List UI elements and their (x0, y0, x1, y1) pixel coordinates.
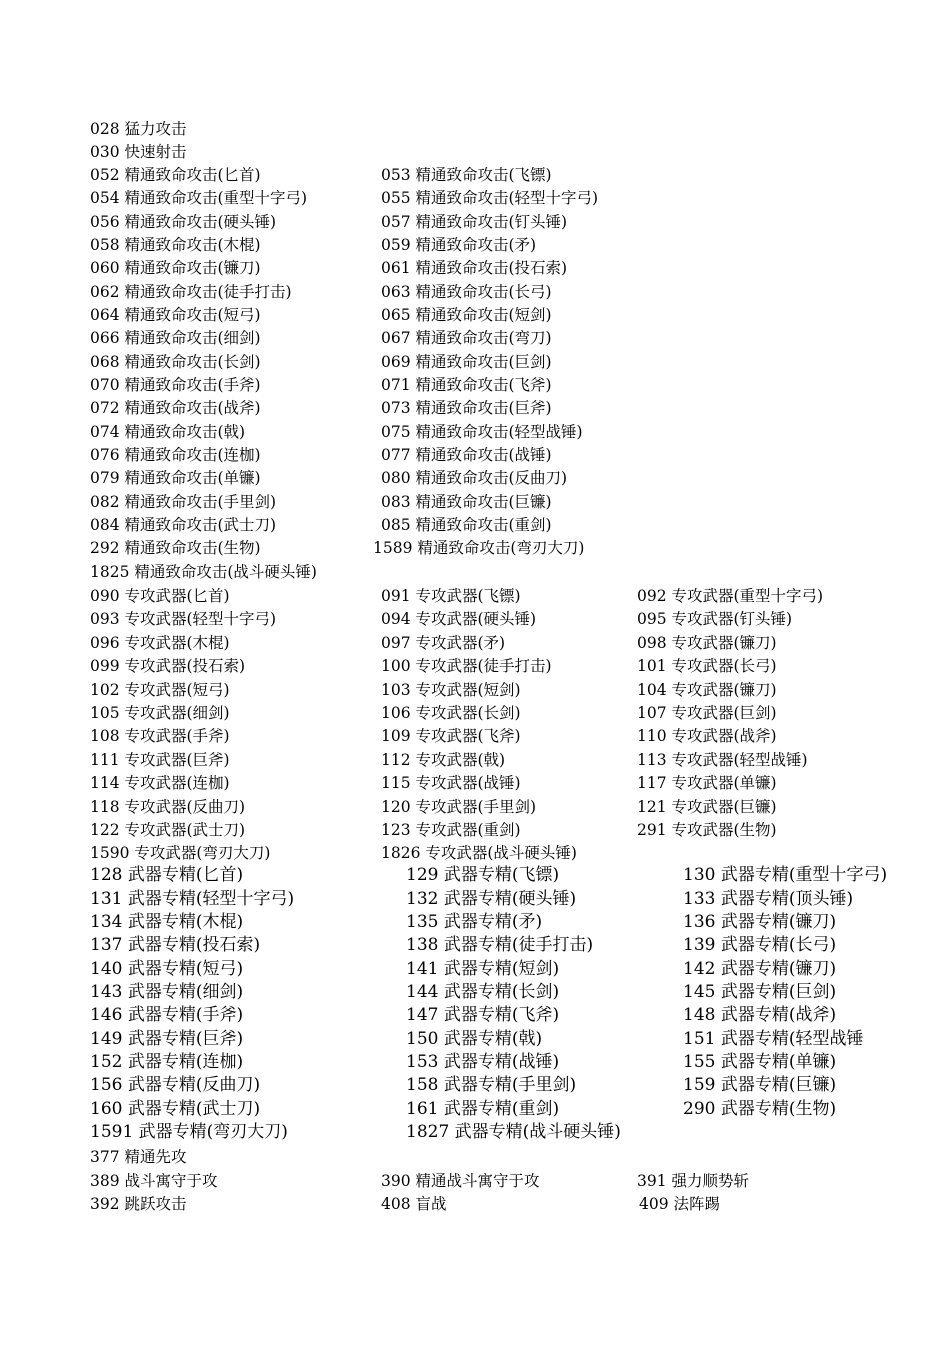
list-item: 155 武器专精(单镰) (683, 1052, 837, 1072)
list-item: 058 精通致命攻击(木棍) (90, 236, 261, 254)
list-item: 054 精通致命攻击(重型十字弓) (90, 189, 308, 207)
list-item: 101 专攻武器(长弓) (637, 657, 777, 675)
list-item: 110 专攻武器(战斧) (637, 727, 777, 745)
list-item: 057 精通致命攻击(钉头锤) (381, 213, 568, 231)
list-item: 391 强力顺势斩 (637, 1172, 750, 1190)
list-item: 103 专攻武器(短剑) (381, 681, 521, 699)
list-item: 144 武器专精(长剑) (406, 982, 560, 1002)
list-item: 028 猛力攻击 (90, 120, 187, 138)
list-item: 085 精通致命攻击(重剑) (381, 516, 552, 534)
list-item: 123 专攻武器(重剑) (381, 821, 521, 839)
list-item: 291 专攻武器(生物) (637, 821, 777, 839)
list-item: 134 武器专精(木棍) (90, 912, 244, 932)
list-item: 055 精通致命攻击(轻型十字弓) (381, 189, 599, 207)
list-item: 095 专攻武器(钉头锤) (637, 610, 793, 628)
list-item: 392 跳跃攻击 (90, 1195, 187, 1213)
list-item: 145 武器专精(巨剑) (683, 982, 837, 1002)
list-item: 069 精通致命攻击(巨剑) (381, 353, 552, 371)
list-item: 073 精通致命攻击(巨斧) (381, 399, 552, 417)
list-item: 146 武器专精(手斧) (90, 1005, 244, 1025)
list-item: 084 精通致命攻击(武士刀) (90, 516, 277, 534)
list-item: 118 专攻武器(反曲刀) (90, 798, 246, 816)
list-item: 128 武器专精(匕首) (90, 865, 244, 885)
list-item: 062 精通致命攻击(徒手打击) (90, 283, 292, 301)
list-item: 290 武器专精(生物) (683, 1099, 837, 1119)
list-item: 108 专攻武器(手斧) (90, 727, 230, 745)
list-item: 075 精通致命攻击(轻型战锤) (381, 423, 583, 441)
list-item: 074 精通致命攻击(戟) (90, 423, 246, 441)
list-item: 079 精通致命攻击(单镰) (90, 469, 261, 487)
list-item: 409 法阵踢 (639, 1195, 721, 1213)
list-item: 059 精通致命攻击(矛) (381, 236, 537, 254)
list-item: 099 专攻武器(投石索) (90, 657, 246, 675)
list-item: 060 精通致命攻击(镰刀) (90, 259, 261, 277)
list-item: 114 专攻武器(连枷) (90, 774, 230, 792)
list-item: 149 武器专精(巨斧) (90, 1029, 244, 1049)
list-item: 115 专攻武器(战锤) (381, 774, 521, 792)
list-item: 096 专攻武器(木棍) (90, 634, 230, 652)
list-item: 104 专攻武器(镰刀) (637, 681, 777, 699)
list-item: 056 精通致命攻击(硬头锤) (90, 213, 277, 231)
list-item: 107 专攻武器(巨剑) (637, 704, 777, 722)
list-item: 131 武器专精(轻型十字弓) (90, 889, 295, 909)
list-item: 150 武器专精(戟) (406, 1029, 543, 1049)
list-item: 063 精通致命攻击(长弓) (381, 283, 552, 301)
list-item: 377 精通先攻 (90, 1148, 187, 1166)
list-item: 158 武器专精(手里剑) (406, 1075, 577, 1095)
list-item: 389 战斗寓守于攻 (90, 1172, 218, 1190)
list-item: 129 武器专精(飞镖) (406, 865, 560, 885)
list-item: 160 武器专精(武士刀) (90, 1099, 261, 1119)
list-item: 1826 专攻武器(战斗硬头锤) (381, 844, 577, 862)
list-item: 408 盲战 (381, 1195, 447, 1213)
list-item: 130 武器专精(重型十字弓) (683, 865, 888, 885)
list-item: 292 精通致命攻击(生物) (90, 539, 261, 557)
list-item: 109 专攻武器(飞斧) (381, 727, 521, 745)
list-item: 141 武器专精(短剑) (406, 959, 560, 979)
list-item: 061 精通致命攻击(投石索) (381, 259, 568, 277)
list-item: 082 精通致命攻击(手里剑) (90, 493, 277, 511)
list-item: 102 专攻武器(短弓) (90, 681, 230, 699)
list-item: 093 专攻武器(轻型十字弓) (90, 610, 277, 628)
list-item: 052 精通致命攻击(匕首) (90, 166, 261, 184)
list-item: 139 武器专精(长弓) (683, 935, 837, 955)
list-item: 072 精通致命攻击(战斧) (90, 399, 261, 417)
list-item: 077 精通致命攻击(战锤) (381, 446, 552, 464)
list-item: 1590 专攻武器(弯刃大刀) (90, 844, 271, 862)
list-item: 390 精通战斗寓守于攻 (381, 1172, 540, 1190)
list-item: 068 精通致命攻击(长剑) (90, 353, 261, 371)
list-item: 1825 精通致命攻击(战斗硬头锤) (90, 563, 317, 581)
list-item: 142 武器专精(镰刀) (683, 959, 837, 979)
list-item: 098 专攻武器(镰刀) (637, 634, 777, 652)
list-item: 153 武器专精(战锤) (406, 1052, 560, 1072)
list-item: 090 专攻武器(匕首) (90, 587, 230, 605)
list-item: 138 武器专精(徒手打击) (406, 935, 594, 955)
list-item: 076 精通致命攻击(连枷) (90, 446, 261, 464)
list-item: 105 专攻武器(细剑) (90, 704, 230, 722)
list-item: 030 快速射击 (90, 143, 187, 161)
list-item: 132 武器专精(硬头锤) (406, 889, 577, 909)
list-item: 070 精通致命攻击(手斧) (90, 376, 261, 394)
list-item: 094 专攻武器(硬头锤) (381, 610, 537, 628)
list-item: 159 武器专精(巨镰) (683, 1075, 837, 1095)
list-item: 097 专攻武器(矛) (381, 634, 506, 652)
list-item: 121 专攻武器(巨镰) (637, 798, 777, 816)
list-item: 1591 武器专精(弯刃大刀) (90, 1122, 288, 1142)
list-item: 136 武器专精(镰刀) (683, 912, 837, 932)
list-item: 135 武器专精(矛) (406, 912, 543, 932)
list-item: 161 武器专精(重剑) (406, 1099, 560, 1119)
list-item: 092 专攻武器(重型十字弓) (637, 587, 824, 605)
list-item: 137 武器专精(投石索) (90, 935, 261, 955)
list-item: 143 武器专精(细剑) (90, 982, 244, 1002)
list-item: 091 专攻武器(飞镖) (381, 587, 521, 605)
list-item: 071 精通致命攻击(飞斧) (381, 376, 552, 394)
list-item: 113 专攻武器(轻型战锤) (637, 751, 808, 769)
list-item: 147 武器专精(飞斧) (406, 1005, 560, 1025)
list-item: 156 武器专精(反曲刀) (90, 1075, 261, 1095)
list-item: 140 武器专精(短弓) (90, 959, 244, 979)
list-item: 122 专攻武器(武士刀) (90, 821, 246, 839)
list-item: 151 武器专精(轻型战锤 (683, 1029, 864, 1049)
list-item: 053 精通致命攻击(飞镖) (381, 166, 552, 184)
list-item: 133 武器专精(顶头锤) (683, 889, 854, 909)
list-item: 120 专攻武器(手里剑) (381, 798, 537, 816)
list-item: 117 专攻武器(单镰) (637, 774, 777, 792)
list-item: 1827 武器专精(战斗硬头锤) (406, 1122, 621, 1142)
list-item: 112 专攻武器(戟) (381, 751, 506, 769)
list-item: 083 精通致命攻击(巨镰) (381, 493, 552, 511)
list-item: 1589 精通致命攻击(弯刃大刀) (373, 539, 585, 557)
list-item: 111 专攻武器(巨斧) (90, 751, 230, 769)
list-item: 066 精通致命攻击(细剑) (90, 329, 261, 347)
list-item: 152 武器专精(连枷) (90, 1052, 244, 1072)
list-item: 067 精通致命攻击(弯刀) (381, 329, 552, 347)
list-item: 065 精通致命攻击(短剑) (381, 306, 552, 324)
list-item: 148 武器专精(战斧) (683, 1005, 837, 1025)
list-item: 106 专攻武器(长剑) (381, 704, 521, 722)
list-item: 100 专攻武器(徒手打击) (381, 657, 552, 675)
list-item: 064 精通致命攻击(短弓) (90, 306, 261, 324)
list-item: 080 精通致命攻击(反曲刀) (381, 469, 568, 487)
